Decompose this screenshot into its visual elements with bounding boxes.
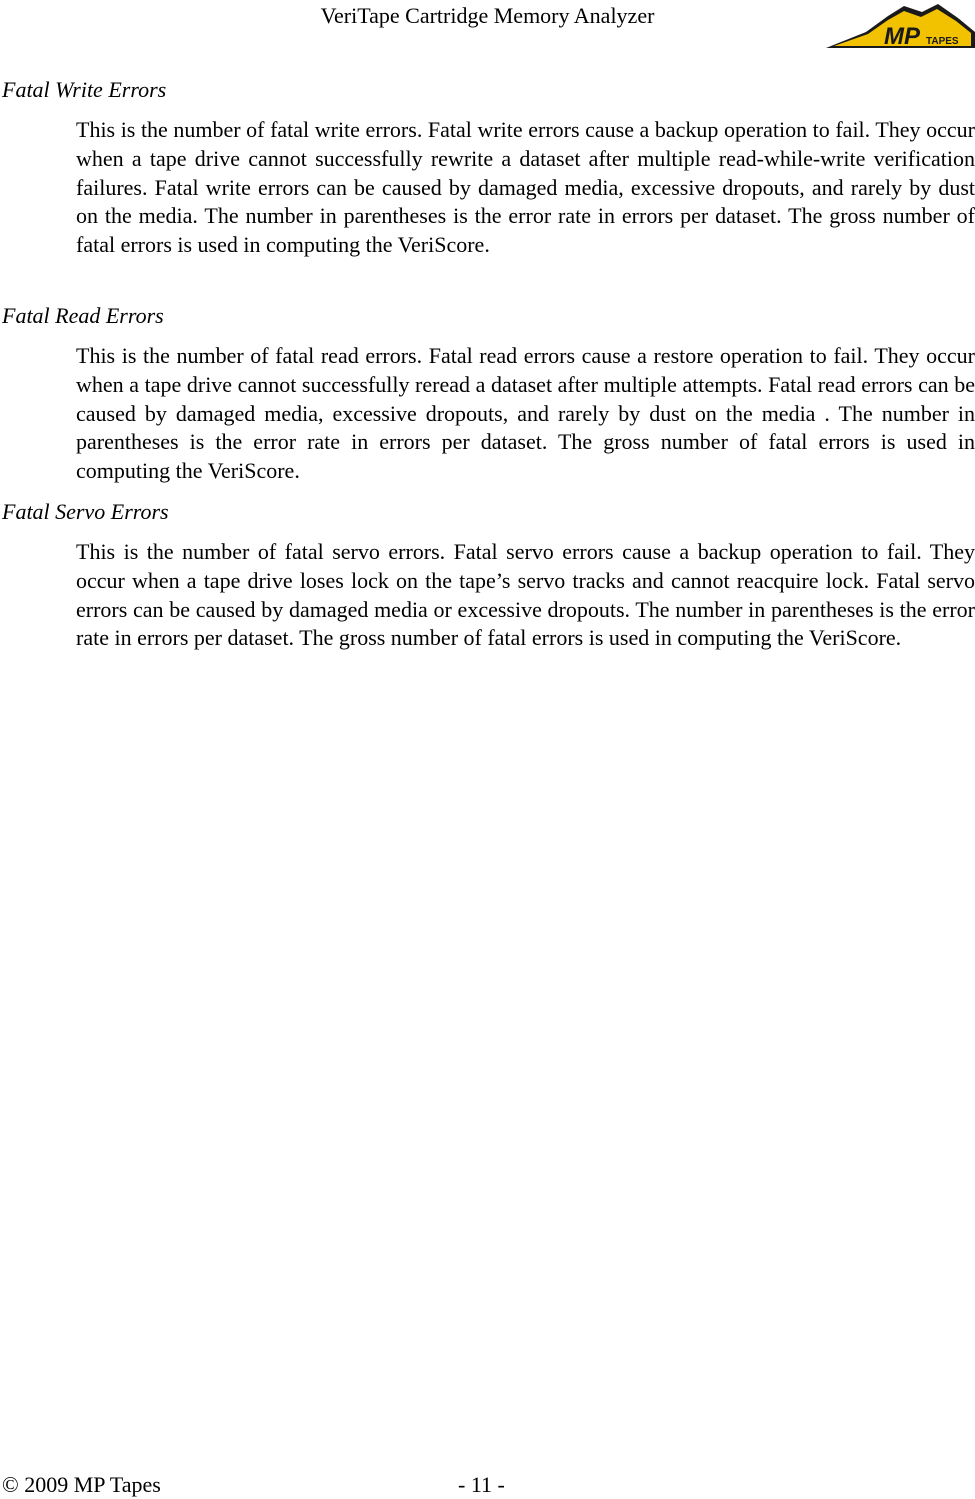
section-heading: Fatal Servo Errors	[2, 499, 169, 524]
page-header-title: VeriTape Cartridge Memory Analyzer	[320, 3, 655, 28]
svg-text:MP: MP	[884, 23, 920, 50]
section-body: This is the number of fatal write errors. Fatal write errors cause a backup operation to fail. They occur when a tape drive cannot successfully rewrite a dataset after multiple read-while-write verification failures. Fatal write errors can be caused by damaged media, excessive dropouts, and rarely by dust on the media. The number in parentheses is the error rate in errors per dataset. The gross number of fatal errors is used in computing the VeriScore.	[76, 117, 975, 258]
section-fatal-read-errors	[0, 302, 975, 486]
mountain-logo-icon	[826, 2, 975, 50]
section-body: This is the number of fatal servo errors. Fatal servo errors cause a backup operation to fail. They occur when a tape drive loses lock on the tape’s servo tracks and cannot reacquire lock. Fatal servo errors can be caused by damaged media or excessive dropouts. The number in parentheses is the error rate in errors per dataset. The gross number of fatal errors is used in computing the VeriScore.	[76, 539, 975, 651]
footer-page-number: - 11 -	[458, 1472, 505, 1497]
section-heading: Fatal Write Errors	[2, 77, 167, 102]
section-body: This is the number of fatal read errors. Fatal read errors cause a restore operation to fail. They occur when a tape drive cannot successfully reread a dataset after multiple attempts. Fatal read errors can be caused by damaged media, excessive dropouts, and rarely by dust on the media . The number in parentheses is the error rate in errors per dataset. The gross number of fatal errors is used in computing the VeriScore.	[76, 343, 975, 484]
mp-tapes-logo	[826, 2, 975, 50]
section-heading: Fatal Read Errors	[2, 303, 164, 328]
section-fatal-write-errors	[0, 76, 975, 260]
svg-text:TAPES: TAPES	[926, 36, 959, 47]
section-fatal-servo-errors	[0, 498, 975, 653]
footer-copyright: © 2009 MP Tapes	[2, 1472, 161, 1497]
